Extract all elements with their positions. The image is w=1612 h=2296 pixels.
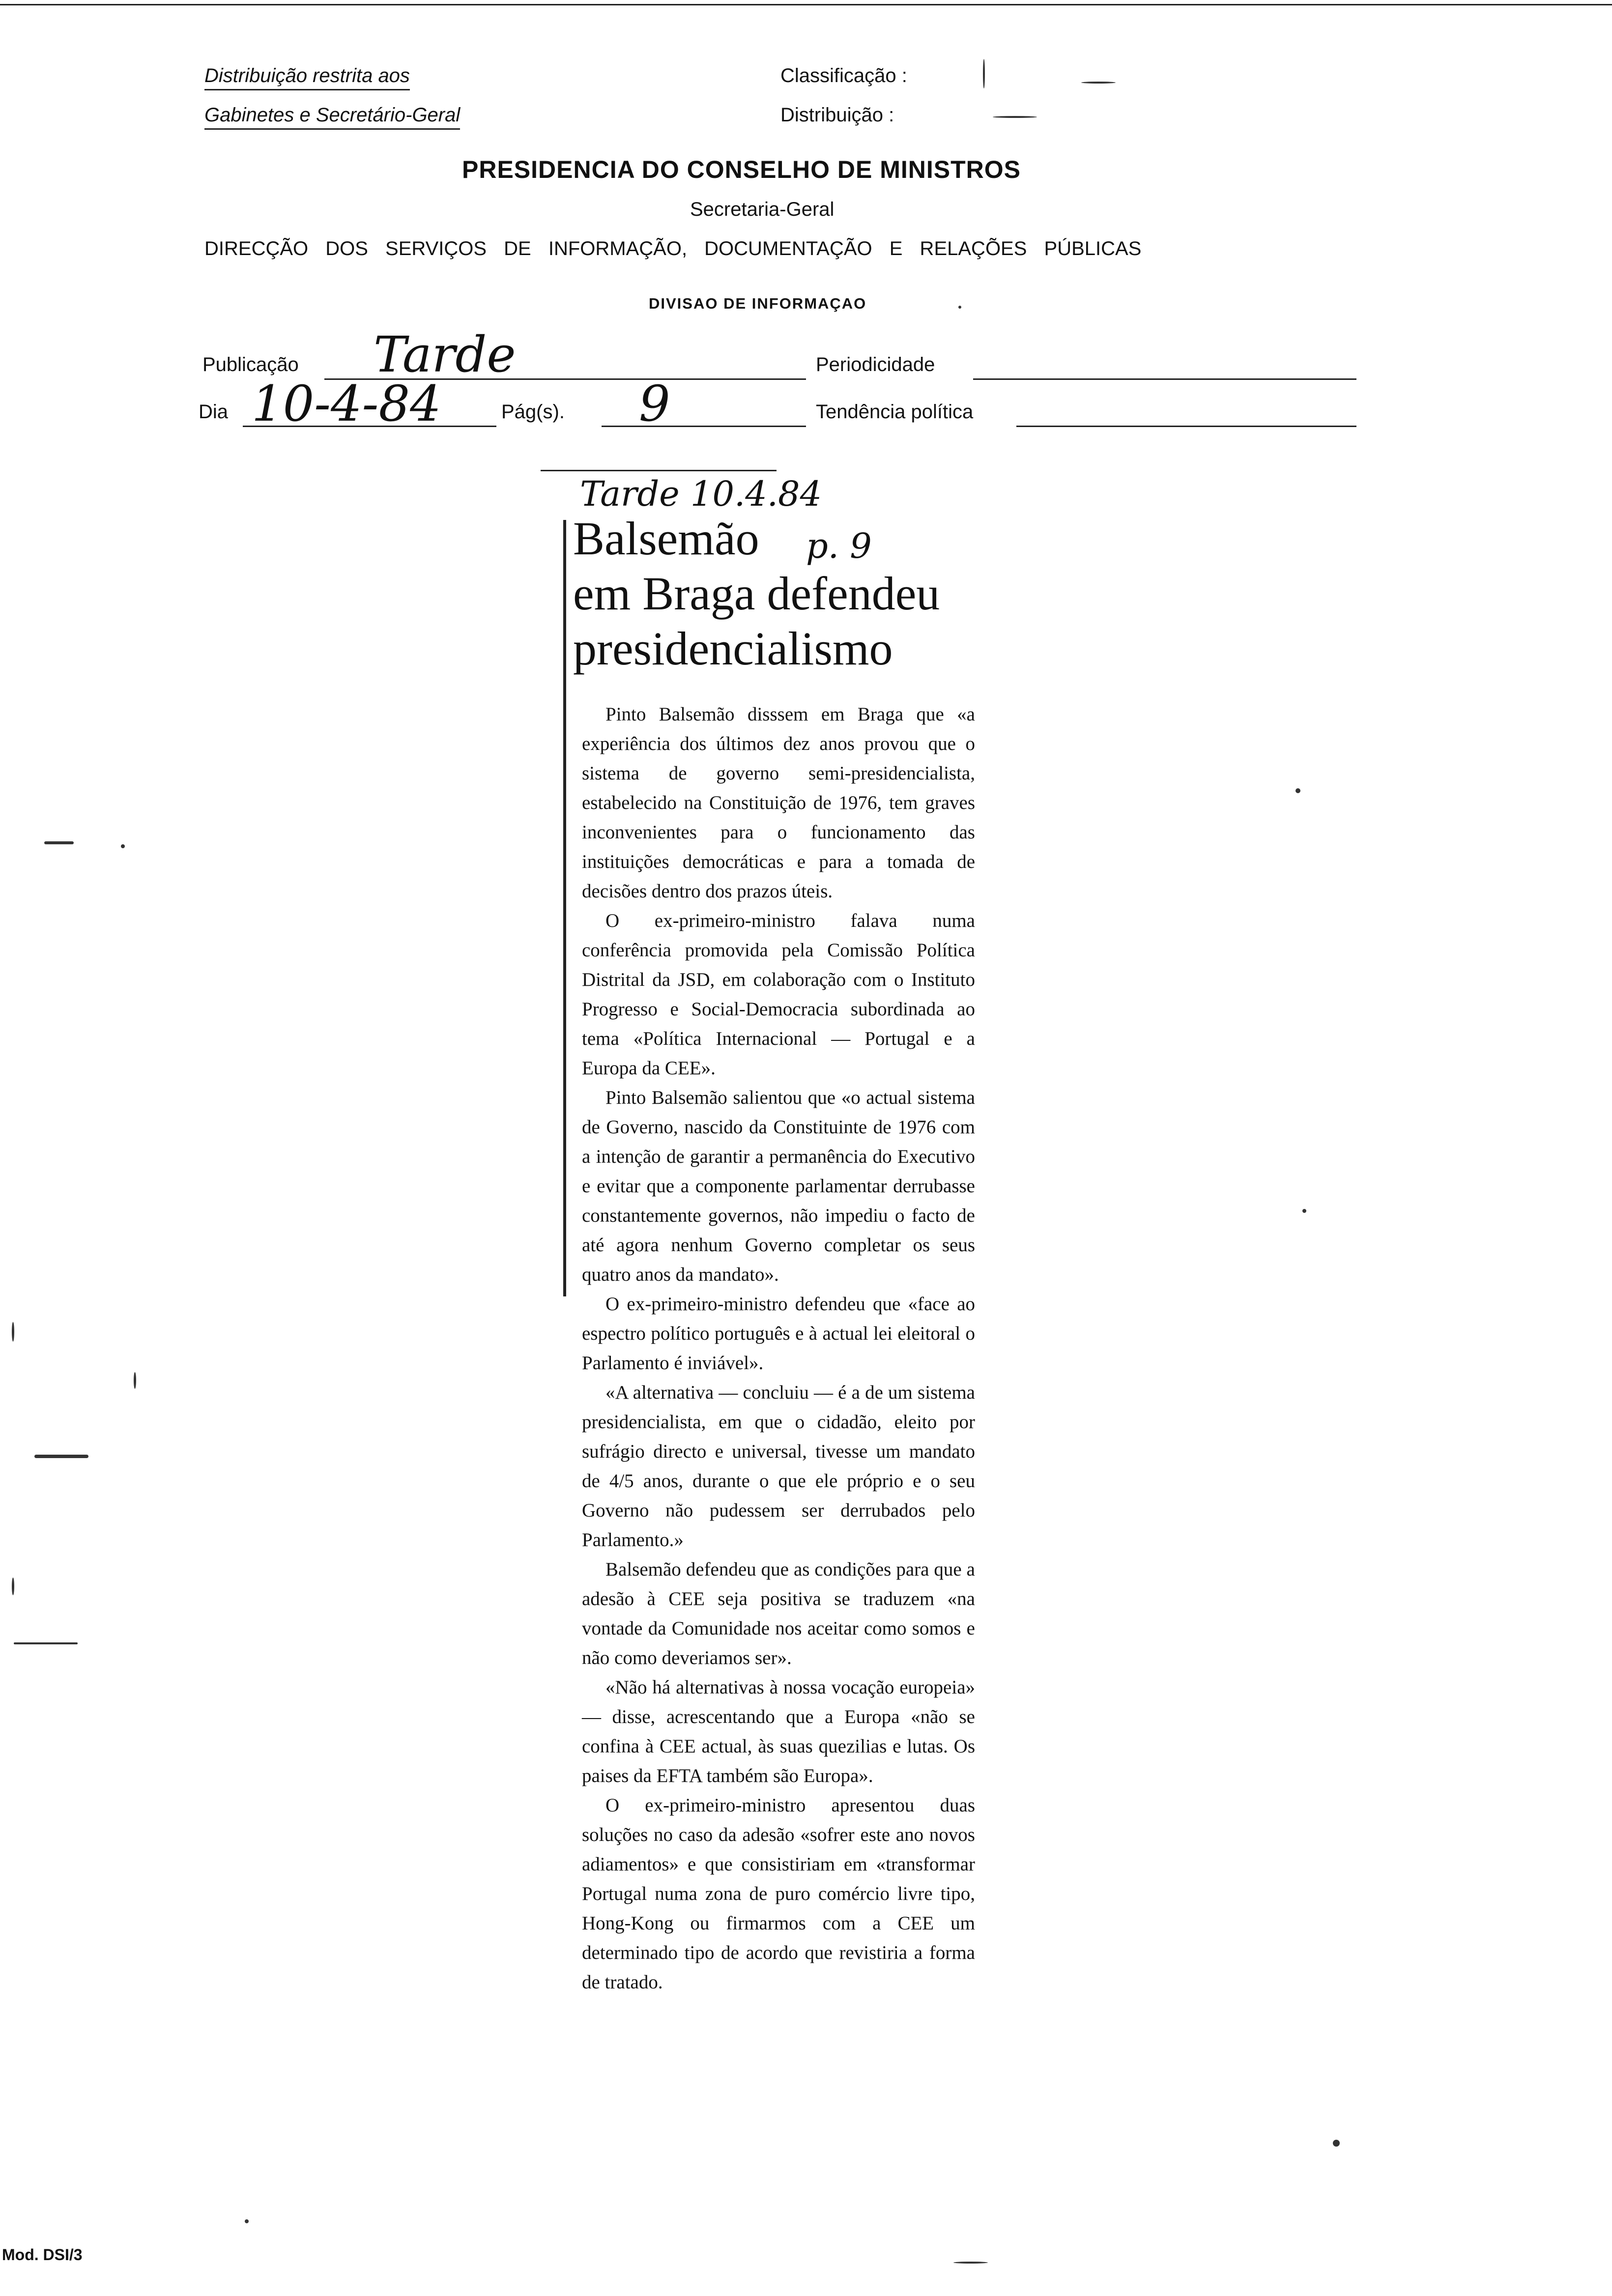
publication-handwritten-value: Tarde	[374, 326, 516, 383]
article-paragraph: O ex-primeiro-ministro apresentou duas soluções no caso da adesão «sofrer este ano novos adiamentos» e que consistiriam em «transformar Portugal numa zona de puro comércio livre tipo, Hong-Kong ou firmarmos com a CEE um determinado tipo de acordo que revistiria a forma de tratado.	[582, 1795, 975, 1993]
scan-mark	[983, 59, 985, 88]
scan-mark	[14, 1642, 78, 1644]
scan-mark	[12, 1322, 14, 1342]
division-title: DIVISAO DE INFORMAÇAO	[649, 295, 867, 312]
restriction-line-1: Distribuição restrita aos	[204, 65, 410, 90]
presidency-title: PRESIDENCIA DO CONSELHO DE MINISTROS	[462, 156, 1021, 183]
scan-speck	[1295, 788, 1300, 793]
article-paragraph: Balsemão defendeu que as condições para que a adesão à CEE seja positiva se traduzem «na vontade da Comunidade nos aceitar como somos e não como deveriamos ser».	[582, 1559, 975, 1668]
day-handwritten-value: 10-4-84	[252, 375, 441, 432]
article-paragraph: «Não há alternativas à nossa vocação europeia» — disse, acrescentando que a Europa «não se confina à CEE actual, às suas quezilias e lutas. Os paises da EFTA também são Europa».	[582, 1677, 975, 1786]
article-paragraph: O ex-primeiro-ministro falava numa conferência promovida pela Comissão Política Distrital da JSD, em colaboração com o Instituto Progresso e Social-Democracia subordinada ao tema «Política Internacional — Portugal e a Europa da CEE».	[582, 910, 975, 1079]
classification-label: Classificação :	[780, 65, 907, 86]
clipping-column-rule	[563, 520, 566, 1296]
periodicity-label: Periodicidade	[816, 354, 935, 375]
day-label: Dia	[199, 401, 229, 423]
directorate-title: DIRECÇÃO DOS SERVIÇOS DE INFORMAÇÃO, DOCUMENTAÇÃO E RELAÇÕES PÚBLICAS	[204, 238, 1142, 259]
scan-mark	[1081, 82, 1116, 84]
top-rule	[0, 4, 1612, 5]
scan-mark	[993, 116, 1037, 118]
secretariat-title: Secretaria-Geral	[690, 199, 835, 220]
article-headline	[573, 511, 1015, 676]
publication-label: Publicação	[202, 354, 299, 375]
clipping-top-edge	[541, 470, 777, 471]
scan-mark	[12, 1578, 14, 1595]
headline-line-1: Balsemão	[573, 512, 759, 565]
restriction-line-2: Gabinetes e Secretário-Geral	[204, 104, 460, 130]
article-paragraph: «A alternativa — concluiu — é a de um sistema presidencialista, em que o cidadão, eleito por sufrágio directo e universal, tivesse um mandato de 4/5 anos, durante o que ele próprio e o seu Governo não pudessem ser derrubados pelo Parlamento.»	[582, 1382, 975, 1550]
distribution-label: Distribuição :	[780, 104, 894, 126]
tendency-field-line	[1016, 426, 1356, 427]
tendency-label: Tendência política	[816, 401, 974, 423]
periodicity-field-line	[973, 378, 1356, 380]
scan-mark	[134, 1372, 136, 1389]
scan-speck	[958, 306, 961, 309]
scan-mark	[953, 2262, 988, 2264]
pages-handwritten-value: 9	[639, 375, 670, 432]
article-paragraph: Pinto Balsemão disssem em Braga que «a experiência dos últimos dez anos provou que o sistema de governo semi-presidencialista, estabelecido na Constituição de 1976, tem graves inconvenientes para o funcionamento das instituições democráticas e para a tomada de decisões dentro dos prazos úteis.	[582, 704, 975, 902]
handwritten-date-annotation: Tarde 10.4.84	[580, 474, 822, 514]
headline-line-3: presidencialismo	[573, 622, 893, 675]
pages-field-line	[602, 426, 806, 427]
scan-speck	[245, 2219, 249, 2223]
scan-mark	[34, 1455, 88, 1458]
scan-speck	[121, 844, 125, 848]
scan-mark	[44, 841, 74, 844]
scan-speck	[1333, 2140, 1340, 2147]
article-paragraph: O ex-primeiro-ministro defendeu que «face ao espectro político português e à actual lei eleitoral o Parlamento é inviável».	[582, 1293, 975, 1374]
pages-label: Pág(s).	[501, 401, 565, 423]
handwritten-page-annotation: p. 9	[806, 526, 872, 566]
form-model-code: Mod. DSI/3	[2, 2246, 83, 2264]
scan-speck	[1302, 1209, 1306, 1213]
article-paragraph: Pinto Balsemão salientou que «o actual sistema de Governo, nascido da Constituinte de 1976 com a intenção de garantir a permanência do Executivo e evitar que a componente parlamentar derrubasse constantemente governos, não impediu o facto de até agora nenhum Governo completar os seus quatro anos da mandato».	[582, 1087, 975, 1285]
headline-line-2: em Braga defendeu	[573, 567, 940, 620]
article-body	[582, 700, 975, 1997]
